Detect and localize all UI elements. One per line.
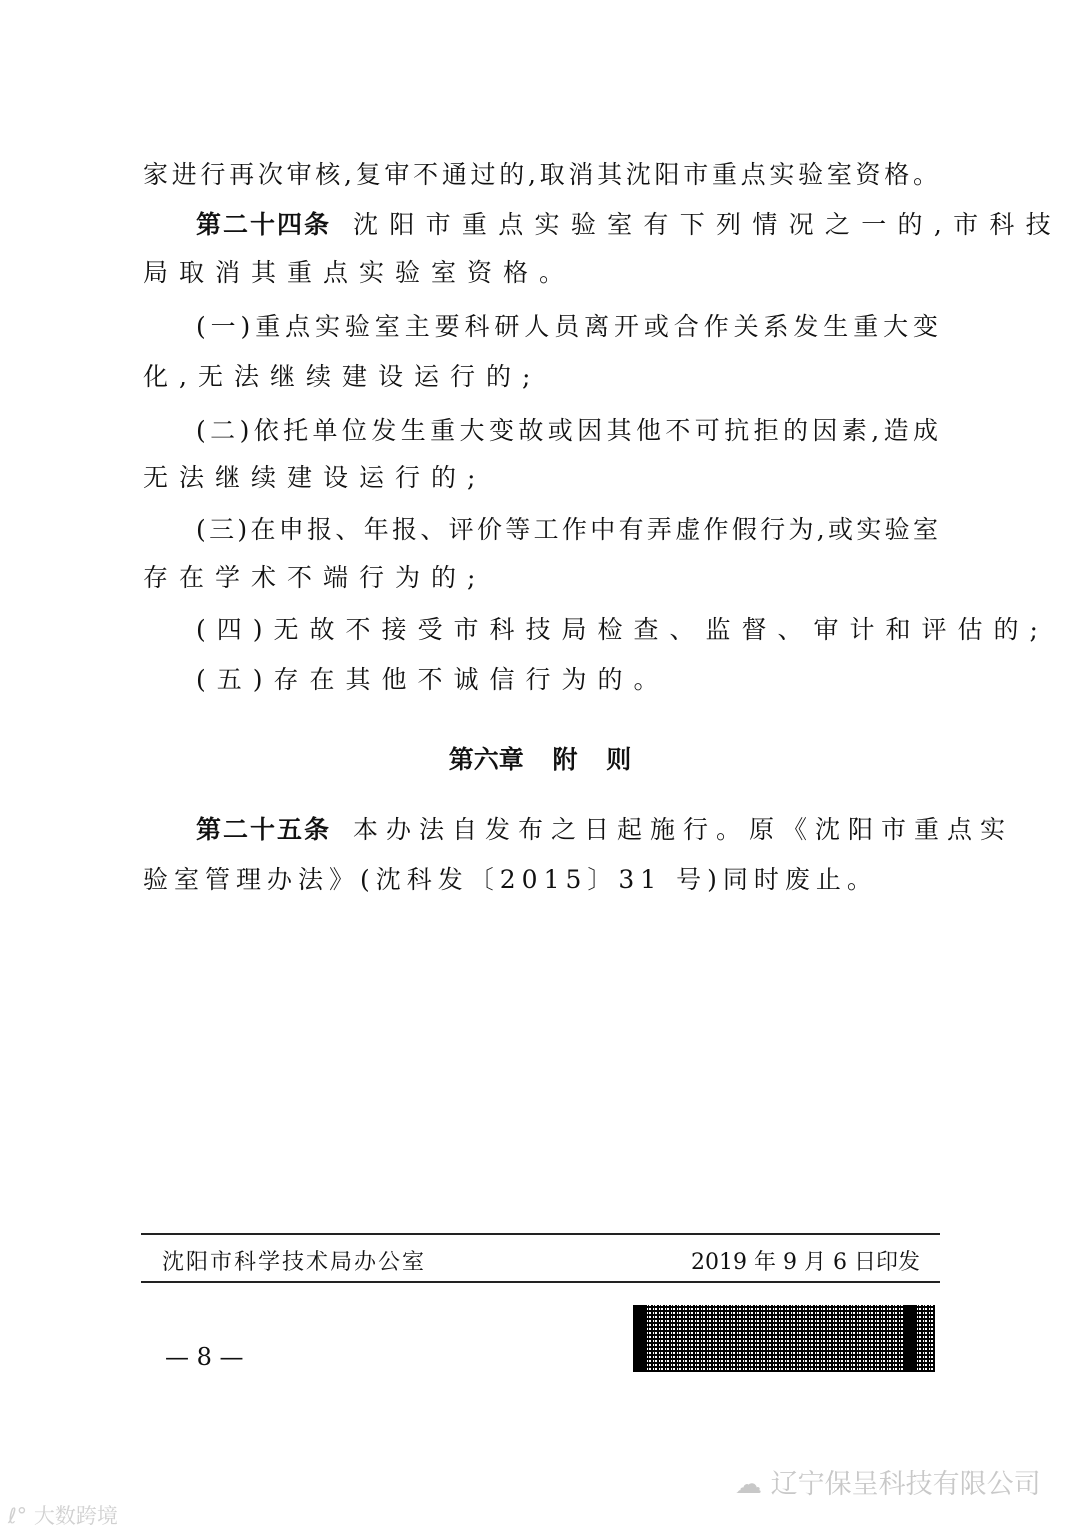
chapter-title: 第六章 附 则 (448, 745, 632, 774)
body-line: 沈阳市重点实验室有下列情况之一的,市科技 (353, 210, 1062, 239)
item-3: (三)在申报、年报、评价等工作中有弄虚作假行为,或实验室 (196, 515, 938, 544)
body-line: 本办法自发布之日起施行。原《沈阳市重点实 (353, 815, 1014, 844)
footer-bottom-rule (141, 1281, 940, 1283)
barcode (633, 1305, 935, 1372)
body-line: 验室管理办法》(沈科发〔2015〕31 号)同时废止。 (143, 865, 878, 894)
issuer: 沈阳市科学技术局办公室 (162, 1250, 427, 1275)
body-line: 无法继续建设运行的; (143, 463, 487, 492)
article-24 (196, 210, 1062, 240)
body-line: 局取消其重点实验室资格。 (143, 258, 576, 287)
page-number: — 8 — (165, 1343, 244, 1371)
body-line: 家进行再次审核,复审不通过的,取消其沈阳市重点实验室资格。 (143, 160, 938, 189)
item-2: (二)依托单位发生重大变故或因其他不可抗拒的因素,造成 (196, 416, 938, 445)
issue-date: 2019 年 9 月 6 日印发 (691, 1250, 920, 1275)
body-line: 化,无法继续建设运行的; (143, 362, 542, 391)
article-25 (196, 815, 1014, 845)
site-watermark: ℓ° 大数跨境 (8, 1504, 118, 1528)
article-25-label: 第二十五条 (196, 815, 332, 844)
footer-top-rule (141, 1233, 940, 1235)
logo-icon: ℓ° (8, 1504, 34, 1528)
article-24-label: 第二十四条 (196, 210, 332, 239)
item-5: (五)存在其他不诚信行为的。 (196, 665, 670, 694)
body-line: 存在学术不端行为的; (143, 563, 487, 592)
wechat-watermark: ☁ 辽宁保呈科技有限公司 (735, 1469, 1041, 1500)
item-4: (四)无故不接受市科技局检查、监督、审计和评估的; (196, 615, 1049, 644)
wechat-icon: ☁ (735, 1469, 771, 1500)
item-1: (一)重点实验室主要科研人员离开或合作关系发生重大变 (196, 312, 938, 341)
